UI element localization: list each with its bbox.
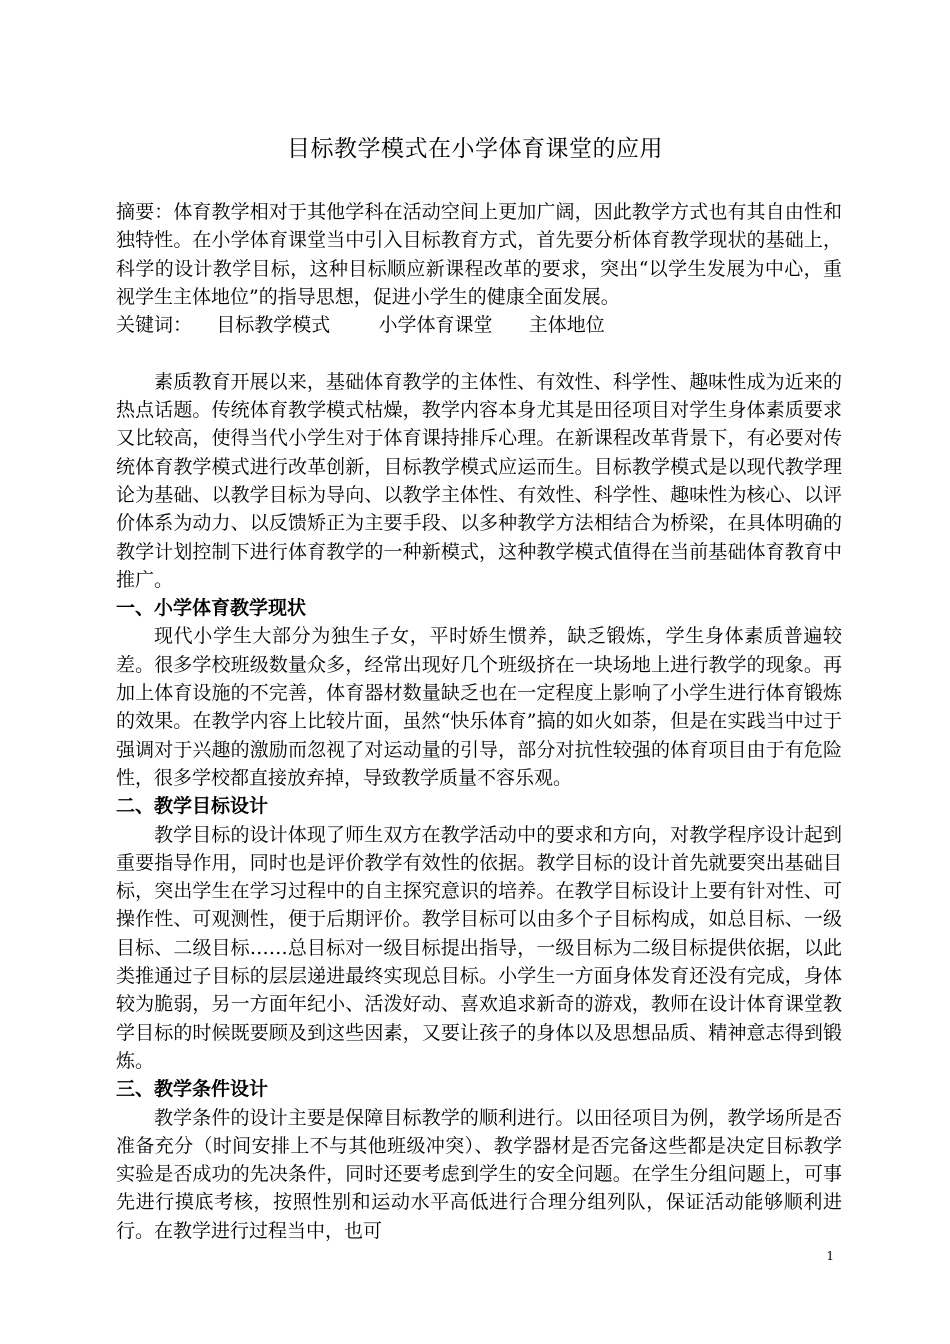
document-title: 目标教学模式在小学体育课堂的应用: [287, 136, 663, 162]
section-heading-2: 二、教学目标设计: [116, 795, 269, 818]
section-heading-3: 三、教学条件设计: [116, 1078, 269, 1101]
section-paragraph-1: 现代小学生大部分为独生子女，平时娇生惯养，缺乏锻炼，学生身体素质普遍较差。很多学校班级数量众多，经常出现好几个班级挤在一块场地上进行教学的现象。再加上体育设施的不完善，体育器材数量缺乏也在一定程度上影响了小学生进行体育锻炼的效果。在教学内容上比较片面，虽然“快乐体育”搞的如火如荼，但是在实践当中过于强调对于兴趣的激励而忽视了对运动量的引导，部分对抗性较强的体育项目由于有危险性，很多学校都直接放弃掉，导致教学质量不容乐观。: [116, 625, 842, 789]
page-number: 1: [826, 1249, 834, 1263]
abstract-paragraph: 摘要：体育教学相对于其他学科在活动空间上更加广阔，因此教学方式也有其自由性和独特性。在小学体育课堂当中引入目标教育方式，首先要分析体育教学现状的基础上，科学的设计教学目标，这种目标顺应新课程改革的要求，突出“以学生发展为中心，重视学生主体地位”的指导思想，促进小学生的健康全面发展。: [116, 201, 842, 308]
keywords-label: 关键词：: [116, 314, 193, 337]
blank-line: [116, 339, 842, 367]
keywords-line: [116, 311, 842, 339]
section-paragraph-3: 教学条件的设计主要是保障目标教学的顺利进行。以田径项目为例，教学场所是否准备充分（时间安排上不与其他班级冲突）、教学器材是否完备这些都是决定目标教学实验是否成功的先决条件，同时还要考虑到学生的安全问题。在学生分组问题上，可事先进行摸底考核，按照性别和运动水平高低进行合理分组列队，保证活动能够顺利进行。在教学进行过程当中，也可: [116, 1106, 842, 1242]
document-body: [116, 198, 842, 1245]
keyword-2: 小学体育课堂: [378, 314, 493, 337]
section-paragraph-2: 教学目标的设计体现了师生双方在教学活动中的要求和方向，对教学程序设计起到重要指导作用，同时也是评价教学有效性的依据。教学目标的设计首先就要突出基础目标，突出学生在学习过程中的自主探究意识的培养。在教学目标设计上要有针对性、可操作性、可观测性，便于后期评价。教学目标可以由多个子目标构成，如总目标、一级目标、二级目标……总目标对一级目标提出指导，一级目标为二级目标提供依据，以此类推通过子目标的层层递进最终实现总目标。小学生一方面身体发育还没有完成，身体较为脆弱，另一方面年纪小、活泼好动、喜欢追求新奇的游戏，教师在设计体育课堂教学目标的时候既要顾及到这些因素，又要让孩子的身体以及思想品质、精神意志得到锻炼。: [116, 823, 842, 1072]
keyword-1: 目标教学模式: [216, 314, 331, 337]
keyword-3: 主体地位: [528, 314, 605, 337]
section-heading-1: 一、小学体育教学现状: [116, 597, 307, 620]
intro-paragraph: 素质教育开展以来，基础体育教学的主体性、有效性、科学性、趣味性成为近来的热点话题。传统体育教学模式枯燥，教学内容本身尤其是田径项目对学生身体素质要求又比较高，使得当代小学生对于体育课持排斥心理。在新课程改革背景下，有必要对传统体育教学模式进行改革创新，目标教学模式应运而生。目标教学模式是以现代教学理论为基础、以教学目标为导向、以教学主体性、有效性、科学性、趣味性为核心、以评价体系为动力、以反馈矫正为主要手段、以多种教学方法相结合为桥梁，在具体明确的教学计划控制下进行体育教学的一种新模式，这种教学模式值得在当前基础体育教育中推广。: [116, 370, 842, 591]
